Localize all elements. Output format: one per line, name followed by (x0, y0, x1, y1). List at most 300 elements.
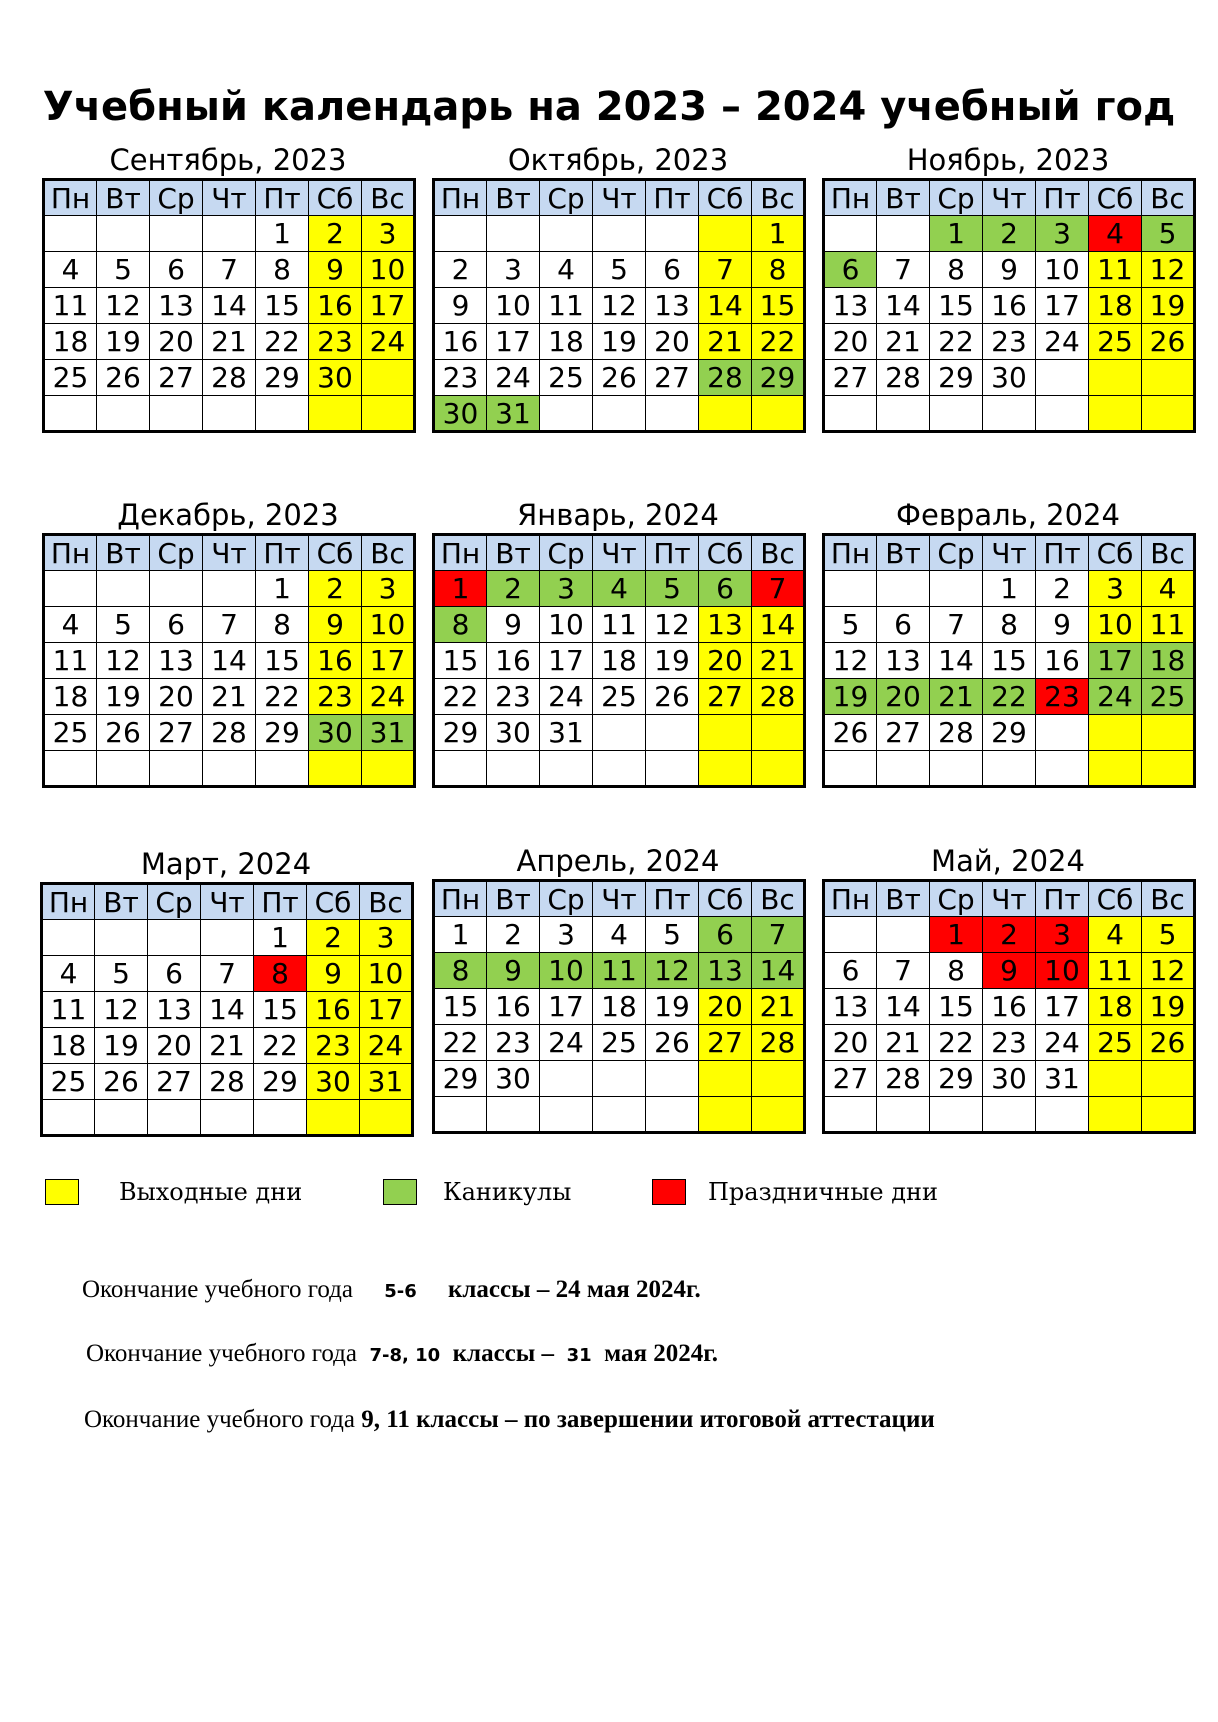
week-row (824, 679, 1195, 715)
day-cell: 29 (254, 1064, 307, 1100)
weekday-header-row (42, 884, 413, 920)
empty-cell (1036, 396, 1089, 432)
day-cell: 1 (930, 216, 983, 252)
day-cell: 31 (360, 1064, 413, 1100)
day-cell: 19 (1142, 288, 1195, 324)
calendar-grid (432, 533, 806, 788)
weekday-header-row (44, 180, 415, 216)
empty-cell (983, 396, 1036, 432)
week-row (42, 1064, 413, 1100)
day-cell: 17 (1036, 288, 1089, 324)
weekday-header: Пт (1036, 881, 1089, 917)
day-cell: 9 (1036, 607, 1089, 643)
empty-cell (309, 396, 362, 432)
day-cell: 22 (930, 324, 983, 360)
day-cell: 31 (1036, 1061, 1089, 1097)
day-cell: 13 (824, 288, 877, 324)
day-cell: 17 (362, 288, 415, 324)
note-grades-9-11 (84, 1406, 935, 1434)
day-cell: 22 (256, 679, 309, 715)
weekday-header: Чт (983, 881, 1036, 917)
weekday-header: Вт (877, 180, 930, 216)
week-row (824, 571, 1195, 607)
weekday-header: Вт (487, 180, 540, 216)
day-cell: 13 (699, 953, 752, 989)
day-cell: 2 (309, 216, 362, 252)
day-cell: 31 (540, 715, 593, 751)
week-row (434, 715, 805, 751)
day-cell: 1 (434, 917, 487, 953)
week-row (42, 1100, 413, 1136)
day-cell: 11 (593, 607, 646, 643)
empty-cell (1089, 396, 1142, 432)
week-row (824, 953, 1195, 989)
empty-cell (434, 1097, 487, 1133)
day-cell: 29 (983, 715, 1036, 751)
weekday-header: Пт (646, 535, 699, 571)
empty-cell (362, 360, 415, 396)
weekday-header-row (824, 535, 1195, 571)
day-cell: 22 (930, 1025, 983, 1061)
empty-cell (487, 1097, 540, 1133)
day-cell: 21 (203, 324, 256, 360)
empty-cell (203, 751, 256, 787)
day-cell: 5 (824, 607, 877, 643)
day-cell: 19 (97, 679, 150, 715)
legend-swatch-weekend (45, 1179, 79, 1205)
empty-cell (646, 715, 699, 751)
day-cell: 16 (307, 992, 360, 1028)
month-name: Февраль, 2024 (896, 498, 1120, 532)
day-cell: 6 (824, 252, 877, 288)
month-name: Декабрь, 2023 (117, 498, 339, 532)
empty-cell (593, 1061, 646, 1097)
note-day: 31 (566, 1345, 592, 1366)
weekday-header: Ср (150, 535, 203, 571)
day-cell: 28 (203, 360, 256, 396)
empty-cell (1142, 1061, 1195, 1097)
empty-cell (256, 396, 309, 432)
day-cell: 15 (752, 288, 805, 324)
weekday-header: Пт (1036, 535, 1089, 571)
empty-cell (362, 396, 415, 432)
day-cell: 21 (201, 1028, 254, 1064)
week-row (824, 252, 1195, 288)
day-cell: 14 (201, 992, 254, 1028)
weekday-header: Пт (256, 535, 309, 571)
empty-cell (95, 1100, 148, 1136)
day-cell: 26 (95, 1064, 148, 1100)
day-cell: 21 (752, 989, 805, 1025)
week-row (44, 252, 415, 288)
day-cell: 8 (930, 953, 983, 989)
day-cell: 23 (434, 360, 487, 396)
week-row (824, 715, 1195, 751)
weekday-header: Вс (752, 180, 805, 216)
note-end-date: мая 2024г. (604, 1340, 719, 1367)
day-cell: 15 (256, 643, 309, 679)
day-cell: 3 (540, 917, 593, 953)
day-cell: 20 (699, 643, 752, 679)
day-cell: 25 (42, 1064, 95, 1100)
day-cell: 21 (930, 679, 983, 715)
empty-cell (487, 216, 540, 252)
day-cell: 20 (877, 679, 930, 715)
day-cell: 27 (824, 360, 877, 396)
empty-cell (1036, 1097, 1089, 1133)
day-cell: 17 (1036, 989, 1089, 1025)
weekday-header: Вт (877, 535, 930, 571)
week-row (824, 1025, 1195, 1061)
weekday-header: Пн (434, 535, 487, 571)
empty-cell (42, 1100, 95, 1136)
day-cell: 30 (983, 360, 1036, 396)
day-cell: 22 (434, 1025, 487, 1061)
empty-cell (44, 216, 97, 252)
day-cell: 6 (150, 607, 203, 643)
day-cell: 1 (983, 571, 1036, 607)
day-cell: 9 (434, 288, 487, 324)
day-cell: 5 (646, 917, 699, 953)
day-cell: 23 (983, 324, 1036, 360)
empty-cell (1089, 1097, 1142, 1133)
empty-cell (699, 216, 752, 252)
day-cell: 14 (203, 643, 256, 679)
day-cell: 3 (487, 252, 540, 288)
day-cell: 11 (42, 992, 95, 1028)
note-classes: классы – (452, 1340, 555, 1367)
week-row (42, 992, 413, 1028)
day-cell: 14 (699, 288, 752, 324)
day-cell: 24 (362, 324, 415, 360)
week-row (824, 607, 1195, 643)
empty-cell (1142, 396, 1195, 432)
empty-cell (593, 396, 646, 432)
empty-cell (97, 751, 150, 787)
empty-cell (930, 571, 983, 607)
day-cell: 26 (97, 360, 150, 396)
calendar-grid (432, 879, 806, 1134)
day-cell: 28 (877, 1061, 930, 1097)
weekday-header: Вт (487, 535, 540, 571)
day-cell: 29 (256, 360, 309, 396)
legend-holiday (652, 1177, 938, 1207)
weekday-header: Ср (540, 180, 593, 216)
weekday-header: Вс (752, 535, 805, 571)
day-cell: 23 (983, 1025, 1036, 1061)
week-row (42, 956, 413, 992)
empty-cell (540, 216, 593, 252)
week-row (434, 1097, 805, 1133)
weekday-header: Чт (203, 180, 256, 216)
day-cell: 11 (44, 288, 97, 324)
day-cell: 24 (360, 1028, 413, 1064)
day-cell: 9 (307, 956, 360, 992)
weekday-header: Вс (362, 180, 415, 216)
day-cell: 6 (646, 252, 699, 288)
day-cell: 2 (307, 920, 360, 956)
empty-cell (752, 1061, 805, 1097)
day-cell: 23 (309, 324, 362, 360)
empty-cell (203, 396, 256, 432)
week-row (42, 920, 413, 956)
weekday-header: Вс (1142, 180, 1195, 216)
empty-cell (360, 1100, 413, 1136)
day-cell: 16 (434, 324, 487, 360)
empty-cell (1142, 360, 1195, 396)
day-cell: 28 (877, 360, 930, 396)
empty-cell (877, 1097, 930, 1133)
empty-cell (699, 1097, 752, 1133)
empty-cell (540, 1061, 593, 1097)
weekday-header-row (434, 180, 805, 216)
week-row (824, 989, 1195, 1025)
legend-label-vacation: Каникулы (443, 1178, 572, 1206)
note-end-condition: 9, 11 классы – по завершении итоговой аттестации (361, 1406, 935, 1433)
empty-cell (1036, 360, 1089, 396)
day-cell: 20 (824, 1025, 877, 1061)
empty-cell (1036, 715, 1089, 751)
day-cell: 13 (150, 643, 203, 679)
day-cell: 18 (593, 989, 646, 1025)
weekday-header: Сб (1089, 535, 1142, 571)
weekday-header-row (824, 180, 1195, 216)
day-cell: 5 (1142, 917, 1195, 953)
day-cell: 7 (203, 607, 256, 643)
day-cell: 30 (309, 715, 362, 751)
empty-cell (97, 396, 150, 432)
day-cell: 18 (42, 1028, 95, 1064)
day-cell: 17 (360, 992, 413, 1028)
month-march-2024 (40, 846, 412, 1137)
day-cell: 24 (1036, 1025, 1089, 1061)
day-cell: 10 (540, 607, 593, 643)
month-october-2023 (432, 142, 804, 433)
month-name: Май, 2024 (931, 844, 1085, 878)
empty-cell (593, 715, 646, 751)
day-cell: 16 (487, 989, 540, 1025)
day-cell: 7 (752, 917, 805, 953)
week-row (44, 216, 415, 252)
week-row (434, 751, 805, 787)
weekday-header: Пн (44, 180, 97, 216)
note-end-date: классы – 24 мая 2024г. (448, 1276, 701, 1303)
weekday-header: Вс (1142, 881, 1195, 917)
day-cell: 9 (487, 953, 540, 989)
day-cell: 25 (44, 715, 97, 751)
day-cell: 23 (487, 679, 540, 715)
day-cell: 12 (97, 288, 150, 324)
empty-cell (362, 751, 415, 787)
day-cell: 22 (256, 324, 309, 360)
week-row (434, 917, 805, 953)
weekday-header: Вс (360, 884, 413, 920)
week-row (824, 396, 1195, 432)
day-cell: 1 (434, 571, 487, 607)
day-cell: 25 (593, 1025, 646, 1061)
day-cell: 4 (1089, 917, 1142, 953)
week-row (824, 1097, 1195, 1133)
day-cell: 18 (1142, 643, 1195, 679)
day-cell: 11 (44, 643, 97, 679)
empty-cell (877, 571, 930, 607)
day-cell: 25 (593, 679, 646, 715)
day-cell: 6 (877, 607, 930, 643)
day-cell: 30 (434, 396, 487, 432)
empty-cell (699, 751, 752, 787)
day-cell: 12 (97, 643, 150, 679)
day-cell: 4 (593, 917, 646, 953)
day-cell: 16 (983, 288, 1036, 324)
day-cell: 24 (362, 679, 415, 715)
day-cell: 22 (752, 324, 805, 360)
day-cell: 25 (1089, 324, 1142, 360)
day-cell: 13 (646, 288, 699, 324)
day-cell: 14 (877, 989, 930, 1025)
day-cell: 15 (434, 989, 487, 1025)
day-cell: 23 (1036, 679, 1089, 715)
week-row (824, 360, 1195, 396)
day-cell: 19 (593, 324, 646, 360)
day-cell: 18 (1089, 288, 1142, 324)
note-grades: 5-6 (384, 1281, 417, 1302)
day-cell: 28 (699, 360, 752, 396)
empty-cell (201, 1100, 254, 1136)
week-row (824, 324, 1195, 360)
weekday-header: Пт (646, 881, 699, 917)
day-cell: 31 (487, 396, 540, 432)
empty-cell (824, 917, 877, 953)
day-cell: 6 (150, 252, 203, 288)
empty-cell (930, 396, 983, 432)
week-row (44, 288, 415, 324)
empty-cell (930, 1097, 983, 1133)
note-grades-5-6 (82, 1276, 701, 1304)
day-cell: 16 (309, 288, 362, 324)
week-row (434, 1025, 805, 1061)
empty-cell (877, 396, 930, 432)
day-cell: 29 (752, 360, 805, 396)
day-cell: 21 (877, 1025, 930, 1061)
day-cell: 5 (593, 252, 646, 288)
weekday-header: Чт (593, 881, 646, 917)
month-december-2023 (42, 497, 414, 788)
day-cell: 19 (1142, 989, 1195, 1025)
day-cell: 11 (1142, 607, 1195, 643)
empty-cell (1089, 715, 1142, 751)
empty-cell (309, 751, 362, 787)
empty-cell (752, 751, 805, 787)
day-cell: 29 (930, 1061, 983, 1097)
day-cell: 15 (434, 643, 487, 679)
day-cell: 26 (646, 679, 699, 715)
weekday-header: Пн (824, 180, 877, 216)
day-cell: 18 (593, 643, 646, 679)
day-cell: 13 (150, 288, 203, 324)
empty-cell (203, 571, 256, 607)
day-cell: 24 (540, 1025, 593, 1061)
empty-cell (150, 396, 203, 432)
empty-cell (824, 751, 877, 787)
weekday-header: Вт (97, 535, 150, 571)
weekday-header: Вт (95, 884, 148, 920)
day-cell: 10 (1036, 953, 1089, 989)
day-cell: 5 (646, 571, 699, 607)
weekday-header: Сб (699, 535, 752, 571)
calendar-grid (42, 533, 416, 788)
empty-cell (752, 715, 805, 751)
day-cell: 1 (254, 920, 307, 956)
empty-cell (1089, 360, 1142, 396)
week-row (824, 216, 1195, 252)
day-cell: 17 (487, 324, 540, 360)
day-cell: 15 (930, 989, 983, 1025)
day-cell: 27 (699, 679, 752, 715)
empty-cell (150, 216, 203, 252)
weekday-header: Чт (983, 180, 1036, 216)
day-cell: 10 (362, 607, 415, 643)
month-april-2024 (432, 843, 804, 1134)
weekday-header: Вт (877, 881, 930, 917)
week-row (44, 396, 415, 432)
weekday-header: Ср (540, 881, 593, 917)
day-cell: 16 (983, 989, 1036, 1025)
week-row (44, 324, 415, 360)
week-row (434, 396, 805, 432)
day-cell: 14 (752, 607, 805, 643)
empty-cell (540, 396, 593, 432)
day-cell: 21 (877, 324, 930, 360)
empty-cell (1036, 751, 1089, 787)
day-cell: 5 (97, 607, 150, 643)
day-cell: 3 (362, 571, 415, 607)
weekday-header: Ср (540, 535, 593, 571)
day-cell: 24 (540, 679, 593, 715)
empty-cell (877, 216, 930, 252)
empty-cell (646, 216, 699, 252)
day-cell: 16 (487, 643, 540, 679)
day-cell: 13 (148, 992, 201, 1028)
week-row (42, 1028, 413, 1064)
week-row (824, 288, 1195, 324)
empty-cell (824, 396, 877, 432)
weekday-header: Ср (930, 180, 983, 216)
day-cell: 20 (150, 679, 203, 715)
day-cell: 19 (646, 643, 699, 679)
week-row (44, 607, 415, 643)
empty-cell (752, 1097, 805, 1133)
day-cell: 29 (930, 360, 983, 396)
week-row (434, 679, 805, 715)
day-cell: 2 (983, 917, 1036, 953)
day-cell: 18 (44, 324, 97, 360)
day-cell: 8 (983, 607, 1036, 643)
empty-cell (434, 751, 487, 787)
day-cell: 8 (752, 252, 805, 288)
day-cell: 25 (44, 360, 97, 396)
week-row (434, 216, 805, 252)
day-cell: 30 (307, 1064, 360, 1100)
weekday-header: Пн (434, 881, 487, 917)
week-row (434, 252, 805, 288)
day-cell: 19 (824, 679, 877, 715)
day-cell: 1 (256, 216, 309, 252)
day-cell: 20 (699, 989, 752, 1025)
week-row (434, 324, 805, 360)
day-cell: 19 (97, 324, 150, 360)
week-row (44, 715, 415, 751)
day-cell: 14 (203, 288, 256, 324)
